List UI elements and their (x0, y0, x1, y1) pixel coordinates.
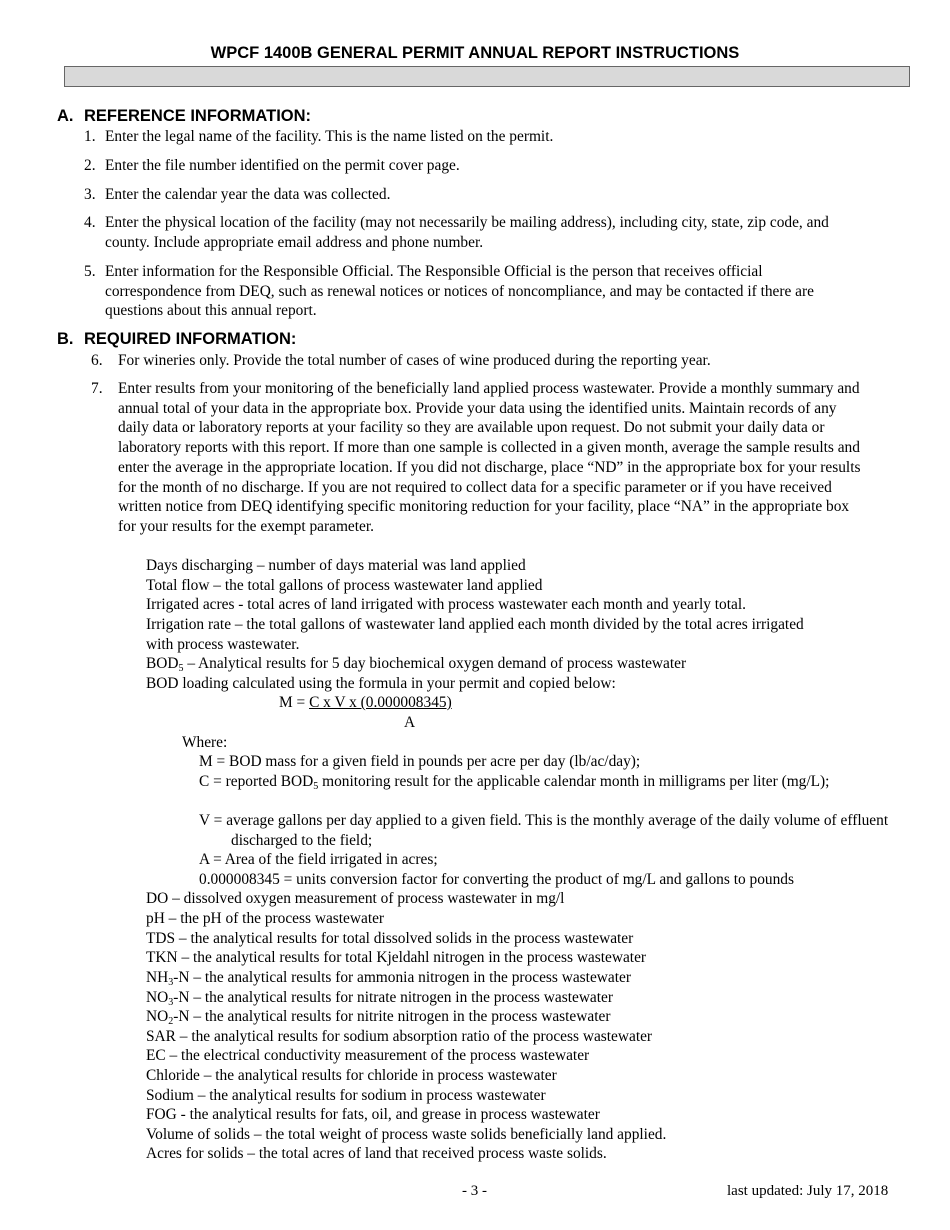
formula-factor-def: 0.000008345 = units conversion factor for converting the product of mg/L and gallons to pounds (199, 871, 794, 888)
item-number: 2. (84, 157, 96, 174)
section-a-title: REFERENCE INFORMATION: (84, 107, 312, 125)
section-b-heading (57, 330, 296, 349)
def-fog: FOG - the analytical results for fats, oil, and grease in process wastewater (146, 1106, 600, 1123)
formula-v-def: V = average gallons per day applied to a given field. This is the monthly average of the daily volume of effluent discharged to the field; (199, 812, 889, 849)
def-do: DO – dissolved oxygen measurement of process wastewater in mg/l (146, 890, 565, 907)
section-a-heading (57, 107, 311, 126)
title-shaded-bar (64, 66, 910, 87)
item-text: Enter the legal name of the facility. This is the name listed on the permit. (105, 128, 554, 145)
nh3-subscript: 3 (168, 977, 174, 988)
section-b-title: REQUIRED INFORMATION: (84, 330, 297, 348)
item-text: For wineries only. Provide the total number of cases of wine produced during the reporting year. (118, 352, 711, 369)
no3-text: -N – the analytical results for nitrate nitrogen in the process wastewater (173, 989, 613, 1006)
def-no3 (146, 988, 613, 1008)
no3-label: NO (146, 989, 169, 1006)
formula-where: Where: (182, 734, 228, 751)
list-item (84, 127, 864, 147)
def-volume-solids: Volume of solids – the total weight of process waste solids beneficially land applied. (146, 1126, 667, 1143)
formula-lhs: M = (279, 694, 310, 711)
item-text: Enter the calendar year the data was collected. (105, 186, 391, 203)
no3-subscript: 3 (168, 997, 174, 1008)
c-text: monitoring result for the applicable calendar month in milligrams per liter (mg/L); (318, 773, 830, 790)
def-total-flow: Total flow – the total gallons of process wastewater land applied (146, 577, 543, 594)
formula-a-def: A = Area of the field irrigated in acres; (199, 851, 438, 868)
formula-denominator: A (404, 714, 416, 731)
formula-c-def (199, 772, 911, 792)
def-ec: EC – the electrical conductivity measurement of the process wastewater (146, 1047, 590, 1064)
bod5-label: BOD (146, 655, 179, 672)
def-acres-solids: Acres for solids – the total acres of land that received process waste solids. (146, 1145, 607, 1162)
c-subscript: 5 (313, 781, 319, 792)
def-tds: TDS – the analytical results for total dissolved solids in the process wastewater (146, 930, 634, 947)
def-irrigation-rate: Irrigation rate – the total gallons of wastewater land applied each month divided by the total acres irrigated with process wastewater. (146, 616, 804, 653)
def-days-discharging: Days discharging – number of days material was land applied (146, 557, 526, 574)
def-bod5 (146, 654, 686, 674)
page-title: WPCF 1400B GENERAL PERMIT ANNUAL REPORT INSTRUCTIONS (210, 44, 740, 62)
formula-m-def: M = BOD mass for a given field in pounds per acre per day (lb/ac/day); (199, 753, 641, 770)
list-item (84, 262, 854, 321)
item-number: 4. (84, 214, 96, 231)
def-sodium: Sodium – the analytical results for sodium in process wastewater (146, 1087, 546, 1104)
def-chloride: Chloride – the analytical results for chloride in process wastewater (146, 1067, 557, 1084)
def-no2 (146, 1007, 610, 1027)
nh3-label: NH (146, 969, 169, 986)
list-item (84, 213, 854, 252)
item-text: Enter results from your monitoring of the beneficially land applied process wastewater. Provide a monthly summary and annual total of your data in the appropriate box. Provide your data using the identified units. Maintain records of any daily data or laboratory reports at your facility so they are available upon request. Do not submit your daily data or laboratory reports with this report. If more than one sample is collected in a given month, average the sample results and enter the average in the appropriate location. If you did not discharge, place “ND” in the appropriate box for your results for the month of no discharge. If you are not required to collect data for a specific parameter or if you have received written notice from DEQ identifying specific monitoring reduction for your facility, place “NA” in the appropriate box for your results for the exempt parameter. (118, 380, 861, 535)
def-sar: SAR – the analytical results for sodium absorption ratio of the process wastewater (146, 1028, 653, 1045)
item-number: 1. (84, 128, 96, 145)
def-nh3 (146, 968, 631, 988)
bod5-text: – Analytical results for 5 day biochemical oxygen demand of process wastewater (183, 655, 687, 672)
nh3-text: -N – the analytical results for ammonia nitrogen in the process wastewater (173, 969, 631, 986)
item-text: Enter the file number identified on the permit cover page. (105, 157, 460, 174)
def-bod-loading: BOD loading calculated using the formula in your permit and copied below: (146, 675, 616, 692)
def-irrigated-acres: Irrigated acres - total acres of land irrigated with process wastewater each month and yearly total. (146, 596, 746, 613)
item-number: 6. (91, 352, 103, 369)
list-item (91, 379, 868, 537)
list-item (84, 185, 864, 205)
item-text: Enter the physical location of the facility (may not necessarily be mailing address), including city, state, zip code, and county. Include appropriate email address and phone number. (105, 214, 829, 251)
bod5-subscript: 5 (178, 663, 184, 674)
last-updated: last updated: July 17, 2018 (727, 1183, 889, 1199)
no2-label: NO (146, 1008, 169, 1025)
section-b-letter: B. (57, 330, 74, 348)
item-number: 3. (84, 186, 96, 203)
page-number: - 3 - (462, 1183, 487, 1199)
list-item (84, 156, 864, 176)
no2-subscript: 2 (168, 1016, 174, 1027)
def-tkn: TKN – the analytical results for total Kjeldahl nitrogen in the process wastewater (146, 949, 647, 966)
item-number: 7. (91, 380, 103, 397)
def-ph: pH – the pH of the process wastewater (146, 910, 385, 927)
item-text: Enter information for the Responsible Official. The Responsible Official is the person that receives official correspondence from DEQ, such as renewal notices or notices of noncompliance, and may be contacted if there are questions about this annual report. (105, 263, 814, 320)
formula-numerator: C x V x (0.000008345) (309, 694, 452, 711)
item-number: 5. (84, 263, 96, 280)
no2-text: -N – the analytical results for nitrite nitrogen in the process wastewater (173, 1008, 611, 1025)
section-a-letter: A. (57, 107, 74, 125)
c-label: C = reported BOD (199, 773, 314, 790)
formula-line (279, 693, 452, 713)
list-item (91, 351, 881, 371)
